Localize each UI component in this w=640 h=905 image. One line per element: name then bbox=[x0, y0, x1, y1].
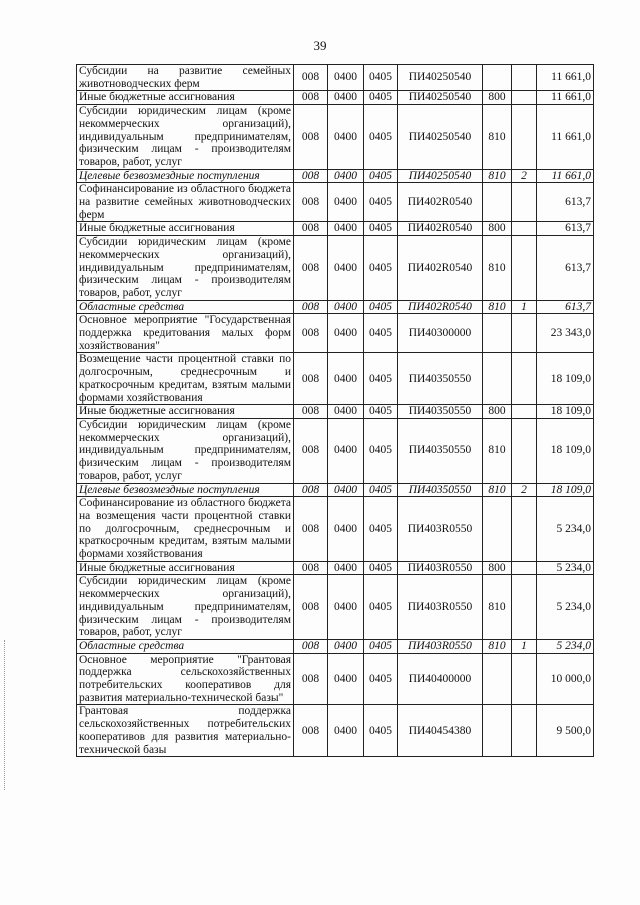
table-row bbox=[77, 405, 594, 419]
row-name-cell: Иные бюджетные ассигнования bbox=[77, 91, 294, 105]
table-row bbox=[77, 169, 594, 183]
target-article-cell: ПИ40454380 bbox=[398, 705, 483, 757]
expense-type-cell: 810 bbox=[483, 236, 512, 301]
expense-type-cell bbox=[483, 314, 512, 353]
row-name-cell: Субсидии юридическим лицам (кроме некоммерческих организаций), индивидуальным предпринимателям, физическим лицам - производителям товаров, работ, услуг bbox=[77, 236, 294, 301]
subsection-code-cell: 0405 bbox=[364, 575, 398, 640]
ministry-code-cell: 008 bbox=[294, 353, 328, 405]
funding-source-cell bbox=[512, 91, 537, 105]
table-body bbox=[77, 65, 594, 757]
target-article-cell: ПИ402R0540 bbox=[398, 222, 483, 236]
expense-type-cell bbox=[483, 653, 512, 705]
subsection-code-cell: 0405 bbox=[364, 300, 398, 314]
section-code-cell: 0400 bbox=[328, 705, 364, 757]
ministry-code-cell: 008 bbox=[294, 300, 328, 314]
subsection-code-cell: 0405 bbox=[364, 418, 398, 483]
table-row bbox=[77, 353, 594, 405]
amount-cell: 9 500,0 bbox=[537, 705, 594, 757]
ministry-code-cell: 008 bbox=[294, 653, 328, 705]
funding-source-cell bbox=[512, 561, 537, 575]
amount-cell: 5 234,0 bbox=[537, 497, 594, 562]
table-row bbox=[77, 222, 594, 236]
target-article-cell: ПИ40400000 bbox=[398, 653, 483, 705]
table-row bbox=[77, 497, 594, 562]
target-article-cell: ПИ40300000 bbox=[398, 314, 483, 353]
expense-type-cell: 810 bbox=[483, 483, 512, 497]
subsection-code-cell: 0405 bbox=[364, 353, 398, 405]
table-row bbox=[77, 105, 594, 170]
target-article-cell: ПИ40250540 bbox=[398, 105, 483, 170]
table-row bbox=[77, 561, 594, 575]
row-name-cell: Областные средства bbox=[77, 639, 294, 653]
subsection-code-cell: 0405 bbox=[364, 314, 398, 353]
funding-source-cell: 1 bbox=[512, 639, 537, 653]
funding-source-cell bbox=[512, 236, 537, 301]
amount-cell: 5 234,0 bbox=[537, 575, 594, 640]
subsection-code-cell: 0405 bbox=[364, 483, 398, 497]
subsection-code-cell: 0405 bbox=[364, 653, 398, 705]
row-name-cell: Субсидии юридическим лицам (кроме некоммерческих организаций), индивидуальным предпринимателям, физическим лицам - производителям товаров, работ, услуг bbox=[77, 418, 294, 483]
row-name-cell: Иные бюджетные ассигнования bbox=[77, 405, 294, 419]
section-code-cell: 0400 bbox=[328, 65, 364, 91]
amount-cell: 5 234,0 bbox=[537, 639, 594, 653]
section-code-cell: 0400 bbox=[328, 314, 364, 353]
row-name-cell: Целевые безвозмездные поступления bbox=[77, 483, 294, 497]
amount-cell: 613,7 bbox=[537, 183, 594, 222]
table-row bbox=[77, 314, 594, 353]
ministry-code-cell: 008 bbox=[294, 105, 328, 170]
ministry-code-cell: 008 bbox=[294, 575, 328, 640]
row-name-cell: Иные бюджетные ассигнования bbox=[77, 222, 294, 236]
table-row bbox=[77, 91, 594, 105]
funding-source-cell bbox=[512, 653, 537, 705]
target-article-cell: ПИ40250540 bbox=[398, 65, 483, 91]
expense-type-cell: 810 bbox=[483, 169, 512, 183]
section-code-cell: 0400 bbox=[328, 653, 364, 705]
table-row bbox=[77, 65, 594, 91]
table-row bbox=[77, 418, 594, 483]
amount-cell: 11 661,0 bbox=[537, 65, 594, 91]
subsection-code-cell: 0405 bbox=[364, 497, 398, 562]
table-row bbox=[77, 483, 594, 497]
table-row bbox=[77, 183, 594, 222]
expense-type-cell: 810 bbox=[483, 639, 512, 653]
section-code-cell: 0400 bbox=[328, 405, 364, 419]
section-code-cell: 0400 bbox=[328, 169, 364, 183]
expense-type-cell: 810 bbox=[483, 418, 512, 483]
funding-source-cell: 2 bbox=[512, 483, 537, 497]
amount-cell: 11 661,0 bbox=[537, 91, 594, 105]
subsection-code-cell: 0405 bbox=[364, 65, 398, 91]
section-code-cell: 0400 bbox=[328, 418, 364, 483]
target-article-cell: ПИ402R0540 bbox=[398, 300, 483, 314]
expense-type-cell bbox=[483, 705, 512, 757]
funding-source-cell bbox=[512, 575, 537, 640]
ministry-code-cell: 008 bbox=[294, 639, 328, 653]
target-article-cell: ПИ403R0550 bbox=[398, 497, 483, 562]
funding-source-cell bbox=[512, 497, 537, 562]
amount-cell: 613,7 bbox=[537, 222, 594, 236]
amount-cell: 613,7 bbox=[537, 236, 594, 301]
table-row bbox=[77, 300, 594, 314]
section-code-cell: 0400 bbox=[328, 105, 364, 170]
row-name-cell: Основное мероприятие "Государственная поддержка кредитования малых форм хозяйствования" bbox=[77, 314, 294, 353]
expense-type-cell bbox=[483, 65, 512, 91]
funding-source-cell bbox=[512, 314, 537, 353]
target-article-cell: ПИ40250540 bbox=[398, 169, 483, 183]
section-code-cell: 0400 bbox=[328, 497, 364, 562]
row-name-cell: Софинансирование из областного бюджета на возмещения части процентной ставки по долгосрочным, среднесрочным и краткосрочным кредитам, взятым малыми формами хозяйствования bbox=[77, 497, 294, 562]
section-code-cell: 0400 bbox=[328, 639, 364, 653]
expense-type-cell: 800 bbox=[483, 91, 512, 105]
ministry-code-cell: 008 bbox=[294, 222, 328, 236]
subsection-code-cell: 0405 bbox=[364, 236, 398, 301]
expense-type-cell: 810 bbox=[483, 575, 512, 640]
subsection-code-cell: 0405 bbox=[364, 639, 398, 653]
section-code-cell: 0400 bbox=[328, 561, 364, 575]
table-row bbox=[77, 575, 594, 640]
funding-source-cell: 2 bbox=[512, 169, 537, 183]
expense-type-cell: 800 bbox=[483, 561, 512, 575]
section-code-cell: 0400 bbox=[328, 91, 364, 105]
ministry-code-cell: 008 bbox=[294, 561, 328, 575]
target-article-cell: ПИ40350550 bbox=[398, 418, 483, 483]
ministry-code-cell: 008 bbox=[294, 483, 328, 497]
subsection-code-cell: 0405 bbox=[364, 105, 398, 170]
expense-type-cell: 800 bbox=[483, 405, 512, 419]
expense-type-cell: 800 bbox=[483, 222, 512, 236]
funding-source-cell bbox=[512, 222, 537, 236]
table-row bbox=[77, 236, 594, 301]
expense-type-cell bbox=[483, 497, 512, 562]
expense-type-cell: 810 bbox=[483, 300, 512, 314]
table-row bbox=[77, 653, 594, 705]
row-name-cell: Возмещение части процентной ставки по долгосрочным, среднесрочным и краткосрочным кредитам, взятым малыми формами хозяйствования bbox=[77, 353, 294, 405]
ministry-code-cell: 008 bbox=[294, 65, 328, 91]
amount-cell: 11 661,0 bbox=[537, 105, 594, 170]
ministry-code-cell: 008 bbox=[294, 236, 328, 301]
target-article-cell: ПИ402R0540 bbox=[398, 236, 483, 301]
row-name-cell: Целевые безвозмездные поступления bbox=[77, 169, 294, 183]
row-name-cell: Грантовая поддержка сельскохозяйственных потребительских кооперативов для развития материально-технической базы bbox=[77, 705, 294, 757]
target-article-cell: ПИ40350550 bbox=[398, 483, 483, 497]
amount-cell: 18 109,0 bbox=[537, 405, 594, 419]
row-name-cell: Иные бюджетные ассигнования bbox=[77, 561, 294, 575]
target-article-cell: ПИ40250540 bbox=[398, 91, 483, 105]
amount-cell: 23 343,0 bbox=[537, 314, 594, 353]
subsection-code-cell: 0405 bbox=[364, 169, 398, 183]
section-code-cell: 0400 bbox=[328, 300, 364, 314]
subsection-code-cell: 0405 bbox=[364, 222, 398, 236]
section-code-cell: 0400 bbox=[328, 353, 364, 405]
expense-type-cell bbox=[483, 353, 512, 405]
subsection-code-cell: 0405 bbox=[364, 561, 398, 575]
row-name-cell: Субсидии юридическим лицам (кроме некоммерческих организаций), индивидуальным предпринимателям, физическим лицам - производителям товаров, работ, услуг bbox=[77, 575, 294, 640]
row-name-cell: Субсидии юридическим лицам (кроме некоммерческих организаций), индивидуальным предпринимателям, физическим лицам - производителям товаров, работ, услуг bbox=[77, 105, 294, 170]
margin-dots bbox=[4, 640, 7, 790]
amount-cell: 11 661,0 bbox=[537, 169, 594, 183]
target-article-cell: ПИ403R0550 bbox=[398, 561, 483, 575]
section-code-cell: 0400 bbox=[328, 483, 364, 497]
funding-source-cell bbox=[512, 353, 537, 405]
funding-source-cell bbox=[512, 65, 537, 91]
amount-cell: 5 234,0 bbox=[537, 561, 594, 575]
ministry-code-cell: 008 bbox=[294, 91, 328, 105]
subsection-code-cell: 0405 bbox=[364, 405, 398, 419]
subsection-code-cell: 0405 bbox=[364, 183, 398, 222]
expense-type-cell: 810 bbox=[483, 105, 512, 170]
budget-table bbox=[76, 64, 594, 757]
amount-cell: 18 109,0 bbox=[537, 353, 594, 405]
ministry-code-cell: 008 bbox=[294, 497, 328, 562]
subsection-code-cell: 0405 bbox=[364, 705, 398, 757]
funding-source-cell bbox=[512, 183, 537, 222]
target-article-cell: ПИ40350550 bbox=[398, 405, 483, 419]
ministry-code-cell: 008 bbox=[294, 314, 328, 353]
row-name-cell: Субсидии на развитие семейных животноводческих ферм bbox=[77, 65, 294, 91]
funding-source-cell bbox=[512, 105, 537, 170]
expense-type-cell bbox=[483, 183, 512, 222]
table-row bbox=[77, 639, 594, 653]
section-code-cell: 0400 bbox=[328, 222, 364, 236]
target-article-cell: ПИ403R0550 bbox=[398, 639, 483, 653]
amount-cell: 18 109,0 bbox=[537, 483, 594, 497]
ministry-code-cell: 008 bbox=[294, 169, 328, 183]
funding-source-cell: 1 bbox=[512, 300, 537, 314]
section-code-cell: 0400 bbox=[328, 183, 364, 222]
row-name-cell: Софинансирование из областного бюджета на развитие семейных животноводческих ферм bbox=[77, 183, 294, 222]
row-name-cell: Основное мероприятие "Грантовая поддержка сельскохозяйственных потребительских кооперативов для развития материально-технической базы" bbox=[77, 653, 294, 705]
ministry-code-cell: 008 bbox=[294, 705, 328, 757]
funding-source-cell bbox=[512, 405, 537, 419]
target-article-cell: ПИ402R0540 bbox=[398, 183, 483, 222]
page-number: 39 bbox=[313, 38, 327, 53]
row-name-cell: Областные средства bbox=[77, 300, 294, 314]
target-article-cell: ПИ403R0550 bbox=[398, 575, 483, 640]
section-code-cell: 0400 bbox=[328, 236, 364, 301]
subsection-code-cell: 0405 bbox=[364, 91, 398, 105]
ministry-code-cell: 008 bbox=[294, 418, 328, 483]
ministry-code-cell: 008 bbox=[294, 183, 328, 222]
target-article-cell: ПИ40350550 bbox=[398, 353, 483, 405]
funding-source-cell bbox=[512, 418, 537, 483]
ministry-code-cell: 008 bbox=[294, 405, 328, 419]
section-code-cell: 0400 bbox=[328, 575, 364, 640]
table-row bbox=[77, 705, 594, 757]
amount-cell: 18 109,0 bbox=[537, 418, 594, 483]
funding-source-cell bbox=[512, 705, 537, 757]
amount-cell: 10 000,0 bbox=[537, 653, 594, 705]
amount-cell: 613,7 bbox=[537, 300, 594, 314]
